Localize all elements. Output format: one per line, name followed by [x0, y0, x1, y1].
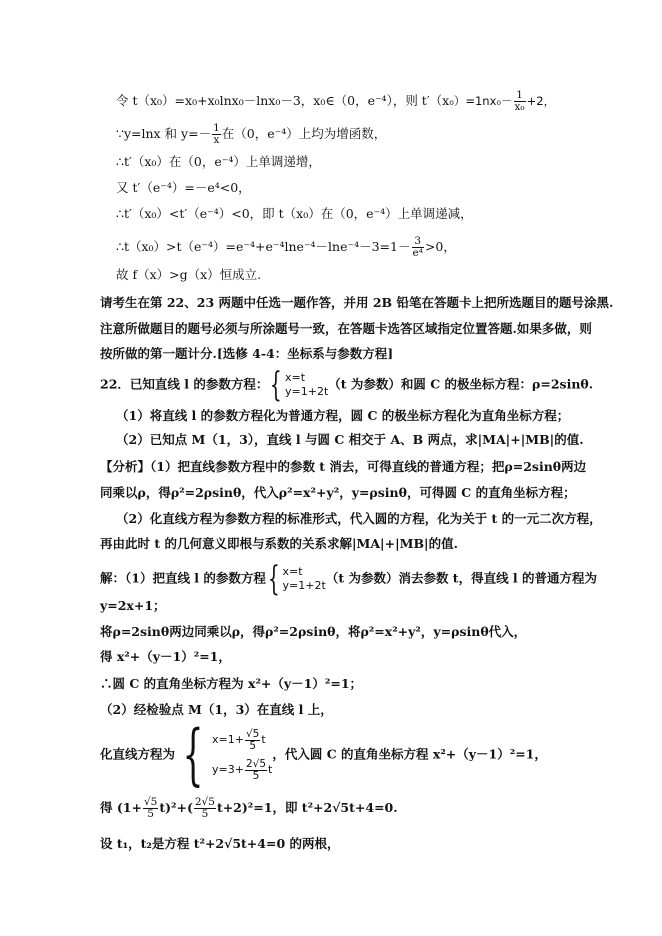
system-row	[212, 725, 272, 755]
line-6	[116, 236, 456, 259]
line-16: （2）化直线方程为参数方程的标准形式，代入圆的方程，化为关于 t 的一元二次方程，	[116, 511, 602, 526]
system-row: y=1+2t	[285, 385, 329, 398]
text: ₀）=1nx₀－	[449, 94, 513, 108]
line-23: （2）经检验点 M（1，3）在直线 l 上，	[100, 702, 333, 717]
text: t	[268, 763, 273, 776]
line-19: y=2x+1；	[100, 598, 166, 613]
fraction	[194, 797, 216, 820]
line-3: ∴t′（x₀）在（0，e⁻⁴）上单调递增，	[116, 154, 321, 169]
numerator: 1	[213, 122, 220, 134]
fraction	[245, 759, 267, 782]
brace: {	[267, 559, 280, 599]
text: ，代入圆 C 的直角坐标方程 x²+（y－1）²=1，	[272, 746, 547, 762]
numerator: 2√5	[194, 796, 215, 808]
brace: {	[182, 716, 204, 793]
line-18	[100, 559, 598, 599]
denominator: 5	[249, 739, 256, 752]
line-21: 得 x²+（y－1）²=1，	[100, 649, 231, 664]
numerator: 2√5	[245, 757, 267, 770]
text: 化直线方程为	[100, 746, 176, 762]
denominator: e⁴	[412, 247, 423, 259]
text: 解：（1）把直线 l 的参数方程	[100, 570, 266, 586]
equation-system	[266, 559, 326, 599]
fraction	[212, 123, 221, 146]
line-20: 将ρ=2sinθ两边同乘以ρ，得ρ²=2ρsinθ，将ρ²=x²+y²，y=ρsinθ代入，	[100, 624, 527, 639]
text: t)²+(	[159, 800, 193, 815]
text: 得 (1+	[100, 800, 142, 815]
numerator: 3	[412, 236, 424, 248]
system-row	[212, 755, 272, 785]
line-22: ∴圆 C 的直角坐标方程为 x²+（y－1）²=1；	[100, 676, 363, 691]
system-row: y=1+2t	[282, 579, 326, 592]
equation-system	[175, 716, 273, 793]
line-11	[100, 365, 594, 405]
fraction	[245, 729, 260, 752]
line-4: 又 t′（e⁻⁴）=－e⁴<0，	[116, 180, 251, 195]
line-12: （1）将直线 l 的参数方程化为普通方程，圆 C 的极坐标方程化为直角坐标方程；	[116, 408, 570, 423]
line-25	[100, 797, 398, 820]
denominator: 5	[147, 808, 154, 820]
equation-system	[268, 365, 329, 405]
numerator: 1	[514, 90, 526, 102]
line-7: 故 f（x）>g（x）恒成立.	[116, 267, 262, 282]
text: 22．已知直线 l 的参数方程：	[100, 376, 269, 392]
brace: {	[270, 365, 283, 405]
line-5: ∴t′（x₀）<t′（e⁻⁴）<0，即 t（x₀）在（0，e⁻⁴）上单调递减，	[116, 206, 473, 221]
numerator: √5	[245, 727, 260, 740]
text: 令 t（x₀）=x₀+x₀lnx₀－lnx₀－3，x₀∈（0，e⁻⁴），则 t′（x	[116, 93, 450, 108]
line-15: 同乘以ρ，得ρ²=2ρsinθ，代入ρ²=x²+y²，y=ρsinθ，可得圆 C 的直角坐标方程；	[100, 485, 576, 500]
line-17: 再由此时 t 的几何意义即根与系数的关系求解|MA|+|MB|的值.	[100, 536, 458, 551]
fraction	[412, 236, 424, 259]
denominator: 5	[201, 808, 209, 820]
line-24	[100, 716, 547, 793]
line-13: （2）已知点 M（1，3），直线 l 与圆 C 相交于 A、B 两点，求|MA|+|MB|的值.	[116, 432, 584, 447]
text: x=1+	[212, 733, 244, 746]
denominator: 5	[252, 769, 260, 782]
text: ∴t（x₀）>t（e⁻⁴）=e⁻⁴+e⁻⁴lne⁻⁴－lne⁻⁴－3=1－	[116, 239, 411, 254]
line-26: 设 t₁，t₂是方程 t²+2√5t+4=0 的两根，	[100, 836, 340, 851]
text: y=3+	[212, 763, 244, 776]
denominator: x	[213, 134, 220, 146]
line-14: 【分析】（1）把直线参数方程中的参数 t 消去，可得直线的普通方程；把ρ=2sinθ两边	[100, 459, 587, 474]
line-2	[116, 123, 386, 146]
text: >0，	[424, 239, 456, 254]
text: 在（0，e⁻⁴）上均为增函数，	[221, 126, 387, 141]
system-row: x=t	[285, 371, 306, 384]
line-8: 请考生在第 22、23 两题中任选一题作答，并用 2B 铅笔在答题卡上把所选题目的题号涂黑.	[100, 295, 614, 310]
line-1	[116, 90, 555, 113]
text: +2，	[526, 94, 556, 108]
line-9: 注意所做题目的题号必须与所涂题号一致，在答题卡选答区域指定位置答题.如果多做，则	[100, 321, 592, 336]
text: ∵y=lnx 和 y=－	[116, 126, 212, 141]
denominator: x₀	[514, 101, 525, 113]
text: （t 为参数）和圆 C 的极坐标方程：ρ=2sinθ.	[328, 376, 594, 392]
text: t	[261, 733, 266, 746]
text: t+2)²=1，即 t²+2√5t+4=0.	[216, 800, 398, 815]
fraction	[514, 90, 526, 113]
text: （t 为参数）消去参数 t，得直线 l 的普通方程为	[325, 570, 598, 586]
fraction	[143, 797, 158, 820]
system-row: x=t	[282, 565, 303, 578]
line-10: 按所做的第一题计分.[选修 4-4：坐标系与参数方程]	[100, 346, 394, 361]
numerator: √5	[143, 796, 158, 808]
